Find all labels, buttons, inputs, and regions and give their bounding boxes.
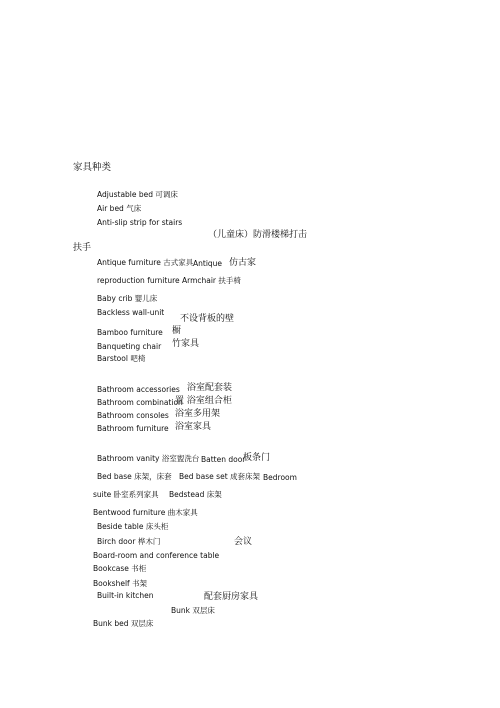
entry-bookcase: Bookcase 书柜 [93,564,147,573]
entry-bath-consoles: Bathroom consoles [97,411,169,420]
entry-bamboo-cn-tail: 橱 [172,326,182,336]
entry-built-in-kitchen-cn: 配套厨房家具 [204,592,259,602]
entry-antique-cn: 仿古家 [229,258,257,268]
entry-beside-table: Beside table 床头柜 [97,522,169,531]
entry-barstool: Barstool 吧椅 [97,354,146,363]
entry-bunk: Bunk 双层床 [171,606,215,615]
entry-bath-accessories-cn: 浴室配套装 [187,383,233,393]
entry-bamboo-cn: 竹家具 [172,339,200,349]
entry-backless-cn: 不设背板的壁 [180,314,235,324]
entry-bath-furniture-cn: 浴室家具 [175,422,212,432]
entry-anti-slip-cn: （儿童床）防滑楼梯打击 [208,230,308,240]
entry-banqueting: Banqueting chair [97,342,162,351]
entry-bedroom-suite: suite 卧室系列家具 [93,490,159,499]
entry-bed-base-set: Bed base set 成套床架 [179,472,261,481]
entry-bookshelf: Bookshelf 书架 [93,579,148,588]
entry-bath-furniture: Bathroom furniture [97,424,169,433]
entry-antique-word: Antique [193,259,223,268]
entry-bentwood: Bentwood furniture 曲木家具 [93,508,198,517]
entry-birch-door: Birch door 桦木门 [97,537,161,546]
entry-reproduction-armchair: reproduction furniture Armchair 扶手椅 [97,276,241,285]
entry-air-bed: Air bed 气床 [97,204,142,213]
entry-bath-combination: Bathroom combination [97,398,183,407]
entry-boardroom: Board-room and conference table [93,551,220,560]
entry-bedstead: Bedstead 床架 [169,490,222,499]
entry-meeting-cn: 会议 [234,537,253,547]
entry-backless: Backless wall-unit [97,308,165,317]
entry-bath-accessories: Bathroom accessories [97,385,180,394]
entry-baby-crib: Baby crib 婴儿床 [97,294,158,303]
entry-bath-combination-cn: 置 浴室组合柜 [175,396,232,406]
entry-antique-furniture: Antique furniture 古式家具 [97,258,194,267]
entry-batten-door-cn: 板条门 [243,453,271,463]
entry-bed-base: Bed base 床架，床套 [97,472,172,481]
entry-batten-door: Batten door [201,455,246,464]
entry-bath-vanity: Bathroom vanity 浴室盥洗台 [97,454,200,463]
entry-anti-slip-cn-cont: 扶手 [73,243,92,253]
entry-anti-slip: Anti-slip strip for stairs [97,218,183,227]
entry-bath-consoles-cn: 浴室多用架 [175,409,221,419]
entry-bedroom: Bedroom [263,473,297,482]
entry-bunk-bed: Bunk bed 双层床 [93,619,154,628]
entry-built-in-kitchen: Built-in kitchen [97,591,154,600]
entry-adjustable-bed: Adjustable bed 可调床 [97,190,178,199]
page-heading: 家具种类 [73,162,112,173]
entry-bamboo: Bamboo furniture [97,328,163,337]
